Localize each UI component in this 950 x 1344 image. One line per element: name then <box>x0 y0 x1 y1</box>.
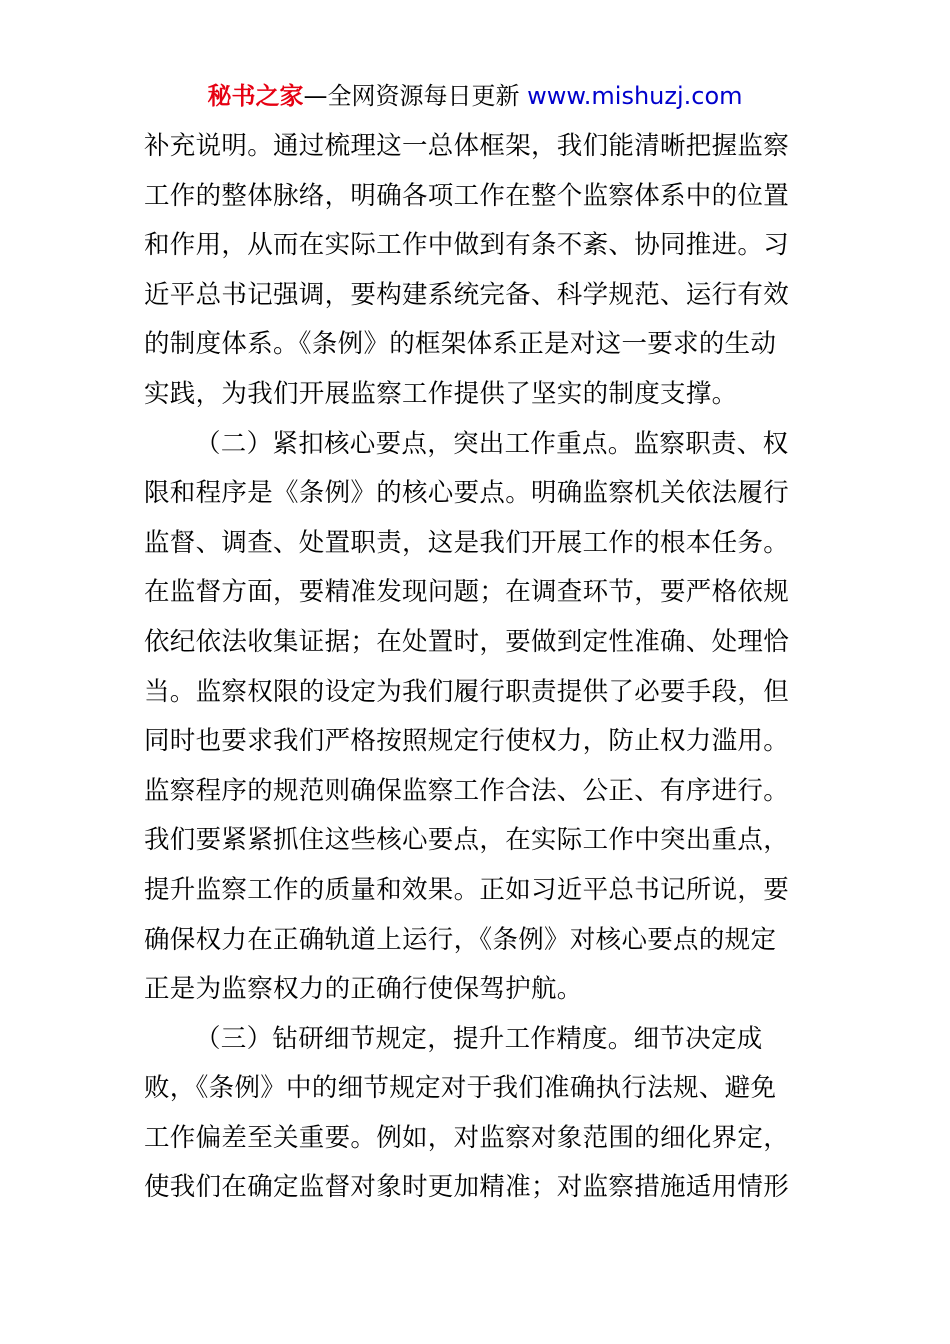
page-header <box>0 78 950 114</box>
text-line: 的制度体系。《条例》的框架体系正是对这一要求的生动 <box>144 329 777 360</box>
text-line: 和作用，从而在实际工作中做到有条不紊、协同推进。习 <box>144 230 790 261</box>
text-line: 工作的整体脉络，明确各项工作在整个监察体系中的位置 <box>144 180 790 211</box>
text-line: 正是为监察权力的正确行使保驾护航。 <box>144 974 583 1005</box>
text-line: （三）钻研细节规定，提升工作精度。细节决定成 <box>195 1023 763 1054</box>
text-line: 确保权力在正确轨道上运行，《条例》对核心要点的规定 <box>144 924 777 955</box>
text-line: 提升监察工作的质量和效果。正如习近平总书记所说，要 <box>144 874 790 905</box>
site-tagline: —全网资源每日更新 <box>303 82 528 110</box>
text-line: 依纪依法收集证据；在处置时，要做到定性准确、处理恰 <box>144 626 790 657</box>
text-line: 当。监察权限的设定为我们履行职责提供了必要手段，但 <box>144 676 790 707</box>
text-line: 监督、调查、处置职责，这是我们开展工作的根本任务。 <box>144 527 790 558</box>
text-line: 我们要紧紧抓住这些核心要点，在实际工作中突出重点， <box>144 825 790 856</box>
text-line: 工作偏差至关重要。例如，对监察对象范围的细化界定， <box>144 1122 790 1153</box>
site-brand: 秘书之家 <box>207 82 304 110</box>
text-line: 实践，为我们开展监察工作提供了坚实的制度支撑。 <box>144 378 738 409</box>
text-line: （二）紧扣核心要点，突出工作重点。监察职责、权 <box>195 428 789 459</box>
text-line: 限和程序是《条例》的核心要点。明确监察机关依法履行 <box>144 478 790 509</box>
text-line: 补充说明。通过梳理这一总体框架，我们能清晰把握监察 <box>144 131 790 161</box>
site-url[interactable]: www.mishuzj.com <box>527 82 743 110</box>
text-line: 使我们在确定监督对象时更加精准；对监察措施适用情形 <box>144 1172 790 1203</box>
text-line: 监察程序的规范则确保监察工作合法、公正、有序进行。 <box>144 775 790 806</box>
text-line: 近平总书记强调，要构建系统完备、科学规范、运行有效 <box>144 279 790 310</box>
document-body <box>144 122 814 1213</box>
text-line: 在监督方面，要精准发现问题；在调查环节，要严格依规 <box>144 577 790 608</box>
text-line: 败，《条例》中的细节规定对于我们准确执行法规、避免 <box>144 1073 777 1104</box>
text-line: 同时也要求我们严格按照规定行使权力，防止权力滥用。 <box>144 726 790 757</box>
